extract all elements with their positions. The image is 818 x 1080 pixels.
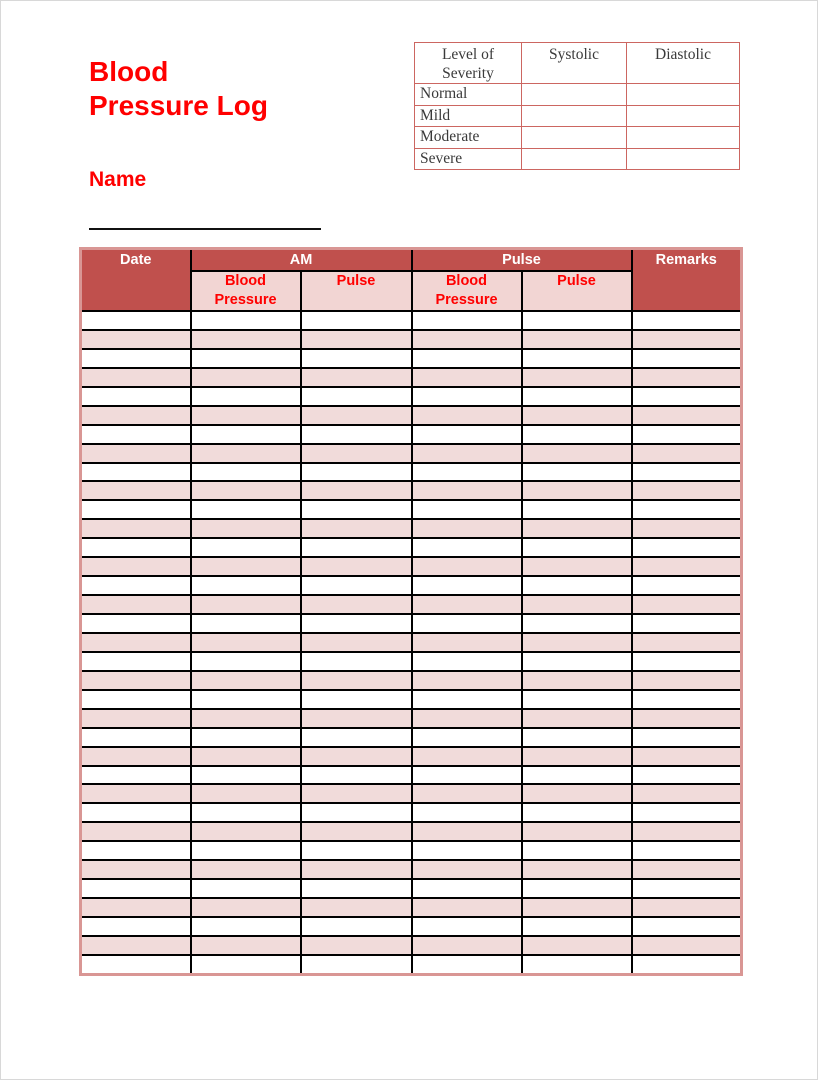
log-cell-empty[interactable] xyxy=(412,557,522,576)
log-cell-empty[interactable] xyxy=(522,387,632,406)
log-cell-empty[interactable] xyxy=(81,557,191,576)
log-cell-empty[interactable] xyxy=(301,784,412,803)
log-cell-empty[interactable] xyxy=(81,879,191,898)
subheader-label: Blood Pressure xyxy=(435,273,498,308)
log-cell-empty[interactable] xyxy=(191,425,301,444)
log-cell-empty[interactable] xyxy=(412,576,522,595)
log-cell-empty[interactable] xyxy=(191,576,301,595)
log-row xyxy=(81,841,742,860)
log-cell-empty[interactable] xyxy=(191,368,301,387)
severity-row-severe xyxy=(415,148,740,170)
log-cell-empty[interactable] xyxy=(522,766,632,785)
log-cell-empty[interactable] xyxy=(301,936,412,955)
severity-row-moderate xyxy=(415,127,740,149)
log-cell-empty[interactable] xyxy=(191,614,301,633)
log-row xyxy=(81,557,742,576)
log-row xyxy=(81,425,742,444)
log-cell-empty[interactable] xyxy=(301,311,412,330)
log-cell-empty[interactable] xyxy=(191,841,301,860)
log-cell-empty[interactable] xyxy=(522,349,632,368)
log-cell-empty[interactable] xyxy=(191,538,301,557)
log-cell-empty[interactable] xyxy=(522,519,632,538)
log-cell-empty[interactable] xyxy=(81,898,191,917)
log-cell-empty[interactable] xyxy=(81,784,191,803)
log-cell-empty[interactable] xyxy=(81,709,191,728)
log-cell-empty[interactable] xyxy=(632,614,742,633)
log-cell-empty[interactable] xyxy=(81,444,191,463)
log-row xyxy=(81,463,742,482)
log-cell-empty[interactable] xyxy=(81,425,191,444)
log-cell-empty[interactable] xyxy=(191,671,301,690)
log-subheader-pm-blood-pressure xyxy=(412,271,522,311)
log-cell-empty[interactable] xyxy=(632,690,742,709)
log-cell-empty[interactable] xyxy=(191,860,301,879)
log-cell-empty[interactable] xyxy=(191,766,301,785)
log-cell-empty[interactable] xyxy=(522,747,632,766)
log-cell-empty[interactable] xyxy=(522,557,632,576)
log-cell-empty[interactable] xyxy=(522,728,632,747)
bp-log-table xyxy=(79,247,743,976)
log-cell-empty[interactable] xyxy=(81,538,191,557)
log-cell-empty[interactable] xyxy=(191,803,301,822)
log-cell-empty[interactable] xyxy=(632,349,742,368)
log-row xyxy=(81,406,742,425)
page-title xyxy=(89,55,268,123)
log-cell-empty[interactable] xyxy=(301,766,412,785)
log-cell-empty[interactable] xyxy=(301,387,412,406)
log-subheader-am-pulse xyxy=(301,271,412,311)
log-cell-empty[interactable] xyxy=(412,879,522,898)
log-group-header-pulse: Pulse xyxy=(412,249,632,272)
log-cell-empty[interactable] xyxy=(191,917,301,936)
log-cell-empty[interactable] xyxy=(632,444,742,463)
log-cell-empty[interactable] xyxy=(632,822,742,841)
log-cell-empty[interactable] xyxy=(522,576,632,595)
log-cell-empty[interactable] xyxy=(301,463,412,482)
log-cell-empty[interactable] xyxy=(81,406,191,425)
log-row xyxy=(81,784,742,803)
severity-systolic-cell[interactable] xyxy=(522,127,627,149)
log-cell-empty[interactable] xyxy=(301,671,412,690)
log-cell-empty[interactable] xyxy=(81,860,191,879)
log-row xyxy=(81,822,742,841)
log-cell-empty[interactable] xyxy=(522,690,632,709)
log-cell-empty[interactable] xyxy=(632,936,742,955)
log-cell-empty[interactable] xyxy=(81,917,191,936)
log-cell-empty[interactable] xyxy=(522,463,632,482)
log-col-header-remarks: Remarks xyxy=(632,249,742,312)
log-row xyxy=(81,481,742,500)
log-cell-empty[interactable] xyxy=(81,595,191,614)
log-cell-empty[interactable] xyxy=(81,368,191,387)
log-row xyxy=(81,538,742,557)
log-cell-empty[interactable] xyxy=(301,595,412,614)
severity-diastolic-cell[interactable] xyxy=(627,84,740,106)
log-cell-empty[interactable] xyxy=(301,368,412,387)
log-cell-empty[interactable] xyxy=(81,803,191,822)
log-cell-empty[interactable] xyxy=(632,747,742,766)
log-row xyxy=(81,955,742,974)
severity-label: Normal xyxy=(415,84,522,106)
log-cell-empty[interactable] xyxy=(412,898,522,917)
log-cell-empty[interactable] xyxy=(632,330,742,349)
severity-label: Moderate xyxy=(415,127,522,149)
log-cell-empty[interactable] xyxy=(632,728,742,747)
log-cell-empty[interactable] xyxy=(412,519,522,538)
log-cell-empty[interactable] xyxy=(301,614,412,633)
log-cell-empty[interactable] xyxy=(412,841,522,860)
log-row xyxy=(81,879,742,898)
log-row xyxy=(81,519,742,538)
subheader-label: Pulse xyxy=(336,273,376,289)
log-cell-empty[interactable] xyxy=(81,822,191,841)
log-cell-empty[interactable] xyxy=(522,803,632,822)
log-cell-empty[interactable] xyxy=(632,766,742,785)
log-cell-empty[interactable] xyxy=(301,538,412,557)
severity-systolic-cell[interactable] xyxy=(522,84,627,106)
log-cell-empty[interactable] xyxy=(191,955,301,974)
log-cell-empty[interactable] xyxy=(522,860,632,879)
log-row xyxy=(81,690,742,709)
log-cell-empty[interactable] xyxy=(191,500,301,519)
log-row xyxy=(81,330,742,349)
log-cell-empty[interactable] xyxy=(81,690,191,709)
log-cell-empty[interactable] xyxy=(191,406,301,425)
log-cell-empty[interactable] xyxy=(632,368,742,387)
log-cell-empty[interactable] xyxy=(522,425,632,444)
log-col-header-date: Date xyxy=(81,249,191,312)
log-cell-empty[interactable] xyxy=(191,519,301,538)
log-cell-empty[interactable] xyxy=(412,690,522,709)
page-title-line2: Pressure Log xyxy=(89,90,268,121)
log-cell-empty[interactable] xyxy=(412,387,522,406)
log-row xyxy=(81,728,742,747)
log-cell-empty[interactable] xyxy=(301,841,412,860)
log-cell-empty[interactable] xyxy=(301,747,412,766)
log-cell-empty[interactable] xyxy=(522,879,632,898)
log-cell-empty[interactable] xyxy=(522,652,632,671)
log-cell-empty[interactable] xyxy=(632,898,742,917)
log-cell-empty[interactable] xyxy=(301,728,412,747)
log-cell-empty[interactable] xyxy=(81,519,191,538)
log-row xyxy=(81,747,742,766)
log-cell-empty[interactable] xyxy=(191,387,301,406)
log-cell-empty[interactable] xyxy=(632,463,742,482)
log-cell-empty[interactable] xyxy=(301,917,412,936)
log-cell-empty[interactable] xyxy=(191,330,301,349)
log-cell-empty[interactable] xyxy=(301,519,412,538)
log-cell-empty[interactable] xyxy=(412,822,522,841)
log-row xyxy=(81,766,742,785)
log-cell-empty[interactable] xyxy=(412,444,522,463)
subheader-label: Pulse xyxy=(557,273,596,289)
severity-row-mild xyxy=(415,105,740,127)
severity-label: Severe xyxy=(415,148,522,170)
log-cell-empty[interactable] xyxy=(412,406,522,425)
log-cell-empty[interactable] xyxy=(412,671,522,690)
log-cell-empty[interactable] xyxy=(522,330,632,349)
log-table-body xyxy=(81,311,742,974)
severity-col-header-diastolic: Diastolic xyxy=(627,43,740,84)
log-cell-empty[interactable] xyxy=(191,481,301,500)
log-cell-empty[interactable] xyxy=(81,387,191,406)
log-subheader-pm-pulse xyxy=(522,271,632,311)
log-cell-empty[interactable] xyxy=(412,349,522,368)
log-cell-empty[interactable] xyxy=(632,519,742,538)
log-cell-empty[interactable] xyxy=(81,463,191,482)
log-cell-empty[interactable] xyxy=(301,690,412,709)
log-cell-empty[interactable] xyxy=(412,595,522,614)
severity-row-normal xyxy=(415,84,740,106)
log-cell-empty[interactable] xyxy=(191,709,301,728)
log-cell-empty[interactable] xyxy=(522,784,632,803)
log-cell-empty[interactable] xyxy=(81,728,191,747)
log-cell-empty[interactable] xyxy=(301,500,412,519)
log-cell-empty[interactable] xyxy=(301,955,412,974)
log-cell-empty[interactable] xyxy=(301,879,412,898)
log-cell-empty[interactable] xyxy=(301,425,412,444)
log-cell-empty[interactable] xyxy=(522,614,632,633)
log-cell-empty[interactable] xyxy=(632,557,742,576)
log-cell-empty[interactable] xyxy=(81,841,191,860)
log-row xyxy=(81,387,742,406)
log-cell-empty[interactable] xyxy=(412,368,522,387)
log-cell-empty[interactable] xyxy=(301,803,412,822)
severity-reference-table xyxy=(414,42,740,170)
severity-label: Mild xyxy=(415,105,522,127)
log-cell-empty[interactable] xyxy=(522,406,632,425)
log-cell-empty[interactable] xyxy=(412,784,522,803)
log-cell-empty[interactable] xyxy=(191,557,301,576)
log-row xyxy=(81,936,742,955)
name-blank-line[interactable] xyxy=(89,208,321,230)
log-cell-empty[interactable] xyxy=(522,595,632,614)
log-cell-empty[interactable] xyxy=(632,311,742,330)
log-cell-empty[interactable] xyxy=(191,898,301,917)
log-cell-empty[interactable] xyxy=(81,747,191,766)
log-cell-empty[interactable] xyxy=(632,425,742,444)
log-cell-empty[interactable] xyxy=(522,671,632,690)
log-cell-empty[interactable] xyxy=(522,481,632,500)
log-cell-empty[interactable] xyxy=(412,481,522,500)
log-cell-empty[interactable] xyxy=(81,766,191,785)
log-group-header-am: AM xyxy=(191,249,412,272)
log-cell-empty[interactable] xyxy=(632,803,742,822)
severity-systolic-cell[interactable] xyxy=(522,105,627,127)
log-cell-empty[interactable] xyxy=(632,576,742,595)
log-cell-empty[interactable] xyxy=(81,955,191,974)
log-row xyxy=(81,671,742,690)
log-cell-empty[interactable] xyxy=(81,311,191,330)
name-label: Name xyxy=(89,168,147,191)
log-cell-empty[interactable] xyxy=(522,311,632,330)
log-row xyxy=(81,614,742,633)
log-group-header-row xyxy=(81,249,742,272)
log-cell-empty[interactable] xyxy=(191,784,301,803)
log-cell-empty[interactable] xyxy=(301,481,412,500)
subheader-label: Blood Pressure xyxy=(214,273,277,308)
log-row xyxy=(81,898,742,917)
log-cell-empty[interactable] xyxy=(632,671,742,690)
log-cell-empty[interactable] xyxy=(301,898,412,917)
log-cell-empty[interactable] xyxy=(301,330,412,349)
log-row xyxy=(81,576,742,595)
log-cell-empty[interactable] xyxy=(301,557,412,576)
severity-diastolic-cell[interactable] xyxy=(627,127,740,149)
log-cell-empty[interactable] xyxy=(412,500,522,519)
log-row xyxy=(81,652,742,671)
log-cell-empty[interactable] xyxy=(301,860,412,879)
log-cell-empty[interactable] xyxy=(191,936,301,955)
log-cell-empty[interactable] xyxy=(412,936,522,955)
log-cell-empty[interactable] xyxy=(301,406,412,425)
log-cell-empty[interactable] xyxy=(412,803,522,822)
log-cell-empty[interactable] xyxy=(522,841,632,860)
log-cell-empty[interactable] xyxy=(301,652,412,671)
log-cell-empty[interactable] xyxy=(412,538,522,557)
log-cell-empty[interactable] xyxy=(632,406,742,425)
log-cell-empty[interactable] xyxy=(522,709,632,728)
log-cell-empty[interactable] xyxy=(412,917,522,936)
log-cell-empty[interactable] xyxy=(522,368,632,387)
log-cell-empty[interactable] xyxy=(412,766,522,785)
log-cell-empty[interactable] xyxy=(632,387,742,406)
severity-col-header-level: Level of Severity xyxy=(415,43,522,84)
log-cell-empty[interactable] xyxy=(81,349,191,368)
log-row xyxy=(81,803,742,822)
log-cell-empty[interactable] xyxy=(632,652,742,671)
log-cell-empty[interactable] xyxy=(301,349,412,368)
log-cell-empty[interactable] xyxy=(191,463,301,482)
log-cell-empty[interactable] xyxy=(632,879,742,898)
log-cell-empty[interactable] xyxy=(632,481,742,500)
log-row xyxy=(81,595,742,614)
log-cell-empty[interactable] xyxy=(522,936,632,955)
page-title-line1: Blood xyxy=(89,56,169,87)
log-cell-empty[interactable] xyxy=(632,784,742,803)
log-cell-empty[interactable] xyxy=(522,444,632,463)
log-cell-empty[interactable] xyxy=(191,879,301,898)
log-cell-empty[interactable] xyxy=(191,633,301,652)
log-subheader-am-blood-pressure xyxy=(191,271,301,311)
log-row xyxy=(81,500,742,519)
log-cell-empty[interactable] xyxy=(522,538,632,557)
severity-diastolic-cell[interactable] xyxy=(627,105,740,127)
log-row xyxy=(81,860,742,879)
log-cell-empty[interactable] xyxy=(522,917,632,936)
log-cell-empty[interactable] xyxy=(632,595,742,614)
log-cell-empty[interactable] xyxy=(632,633,742,652)
log-cell-empty[interactable] xyxy=(522,500,632,519)
log-cell-empty[interactable] xyxy=(191,822,301,841)
log-cell-empty[interactable] xyxy=(81,576,191,595)
log-cell-empty[interactable] xyxy=(632,538,742,557)
log-row xyxy=(81,633,742,652)
severity-header-row xyxy=(415,43,740,84)
log-row xyxy=(81,368,742,387)
log-cell-empty[interactable] xyxy=(632,841,742,860)
log-cell-empty[interactable] xyxy=(412,747,522,766)
severity-systolic-cell[interactable] xyxy=(522,148,627,170)
log-cell-empty[interactable] xyxy=(522,898,632,917)
log-cell-empty[interactable] xyxy=(522,633,632,652)
log-cell-empty[interactable] xyxy=(191,349,301,368)
log-cell-empty[interactable] xyxy=(412,860,522,879)
log-cell-empty[interactable] xyxy=(522,822,632,841)
log-cell-empty[interactable] xyxy=(632,709,742,728)
log-cell-empty[interactable] xyxy=(191,690,301,709)
log-cell-empty[interactable] xyxy=(191,652,301,671)
log-cell-empty[interactable] xyxy=(412,633,522,652)
severity-diastolic-cell[interactable] xyxy=(627,148,740,170)
log-cell-empty[interactable] xyxy=(191,444,301,463)
log-cell-empty[interactable] xyxy=(412,311,522,330)
log-cell-empty[interactable] xyxy=(81,614,191,633)
log-cell-empty[interactable] xyxy=(81,500,191,519)
log-cell-empty[interactable] xyxy=(412,728,522,747)
log-cell-empty[interactable] xyxy=(412,955,522,974)
log-row xyxy=(81,349,742,368)
log-cell-empty[interactable] xyxy=(81,671,191,690)
log-cell-empty[interactable] xyxy=(191,747,301,766)
log-cell-empty[interactable] xyxy=(301,709,412,728)
log-cell-empty[interactable] xyxy=(301,633,412,652)
log-cell-empty[interactable] xyxy=(191,728,301,747)
log-cell-empty[interactable] xyxy=(81,633,191,652)
log-row xyxy=(81,444,742,463)
log-cell-empty[interactable] xyxy=(81,330,191,349)
log-cell-empty[interactable] xyxy=(301,822,412,841)
log-cell-empty[interactable] xyxy=(81,481,191,500)
log-cell-empty[interactable] xyxy=(81,936,191,955)
log-cell-empty[interactable] xyxy=(81,652,191,671)
log-cell-empty[interactable] xyxy=(412,425,522,444)
log-cell-empty[interactable] xyxy=(412,652,522,671)
log-cell-empty[interactable] xyxy=(412,330,522,349)
log-cell-empty[interactable] xyxy=(412,709,522,728)
log-row xyxy=(81,917,742,936)
log-cell-empty[interactable] xyxy=(522,955,632,974)
log-cell-empty[interactable] xyxy=(191,311,301,330)
log-cell-empty[interactable] xyxy=(632,955,742,974)
log-row xyxy=(81,311,742,330)
log-cell-empty[interactable] xyxy=(632,500,742,519)
log-cell-empty[interactable] xyxy=(301,444,412,463)
severity-col-header-systolic: Systolic xyxy=(522,43,627,84)
log-row xyxy=(81,709,742,728)
log-cell-empty[interactable] xyxy=(191,595,301,614)
log-cell-empty[interactable] xyxy=(301,576,412,595)
log-cell-empty[interactable] xyxy=(412,614,522,633)
log-cell-empty[interactable] xyxy=(632,917,742,936)
log-cell-empty[interactable] xyxy=(412,463,522,482)
log-cell-empty[interactable] xyxy=(632,860,742,879)
